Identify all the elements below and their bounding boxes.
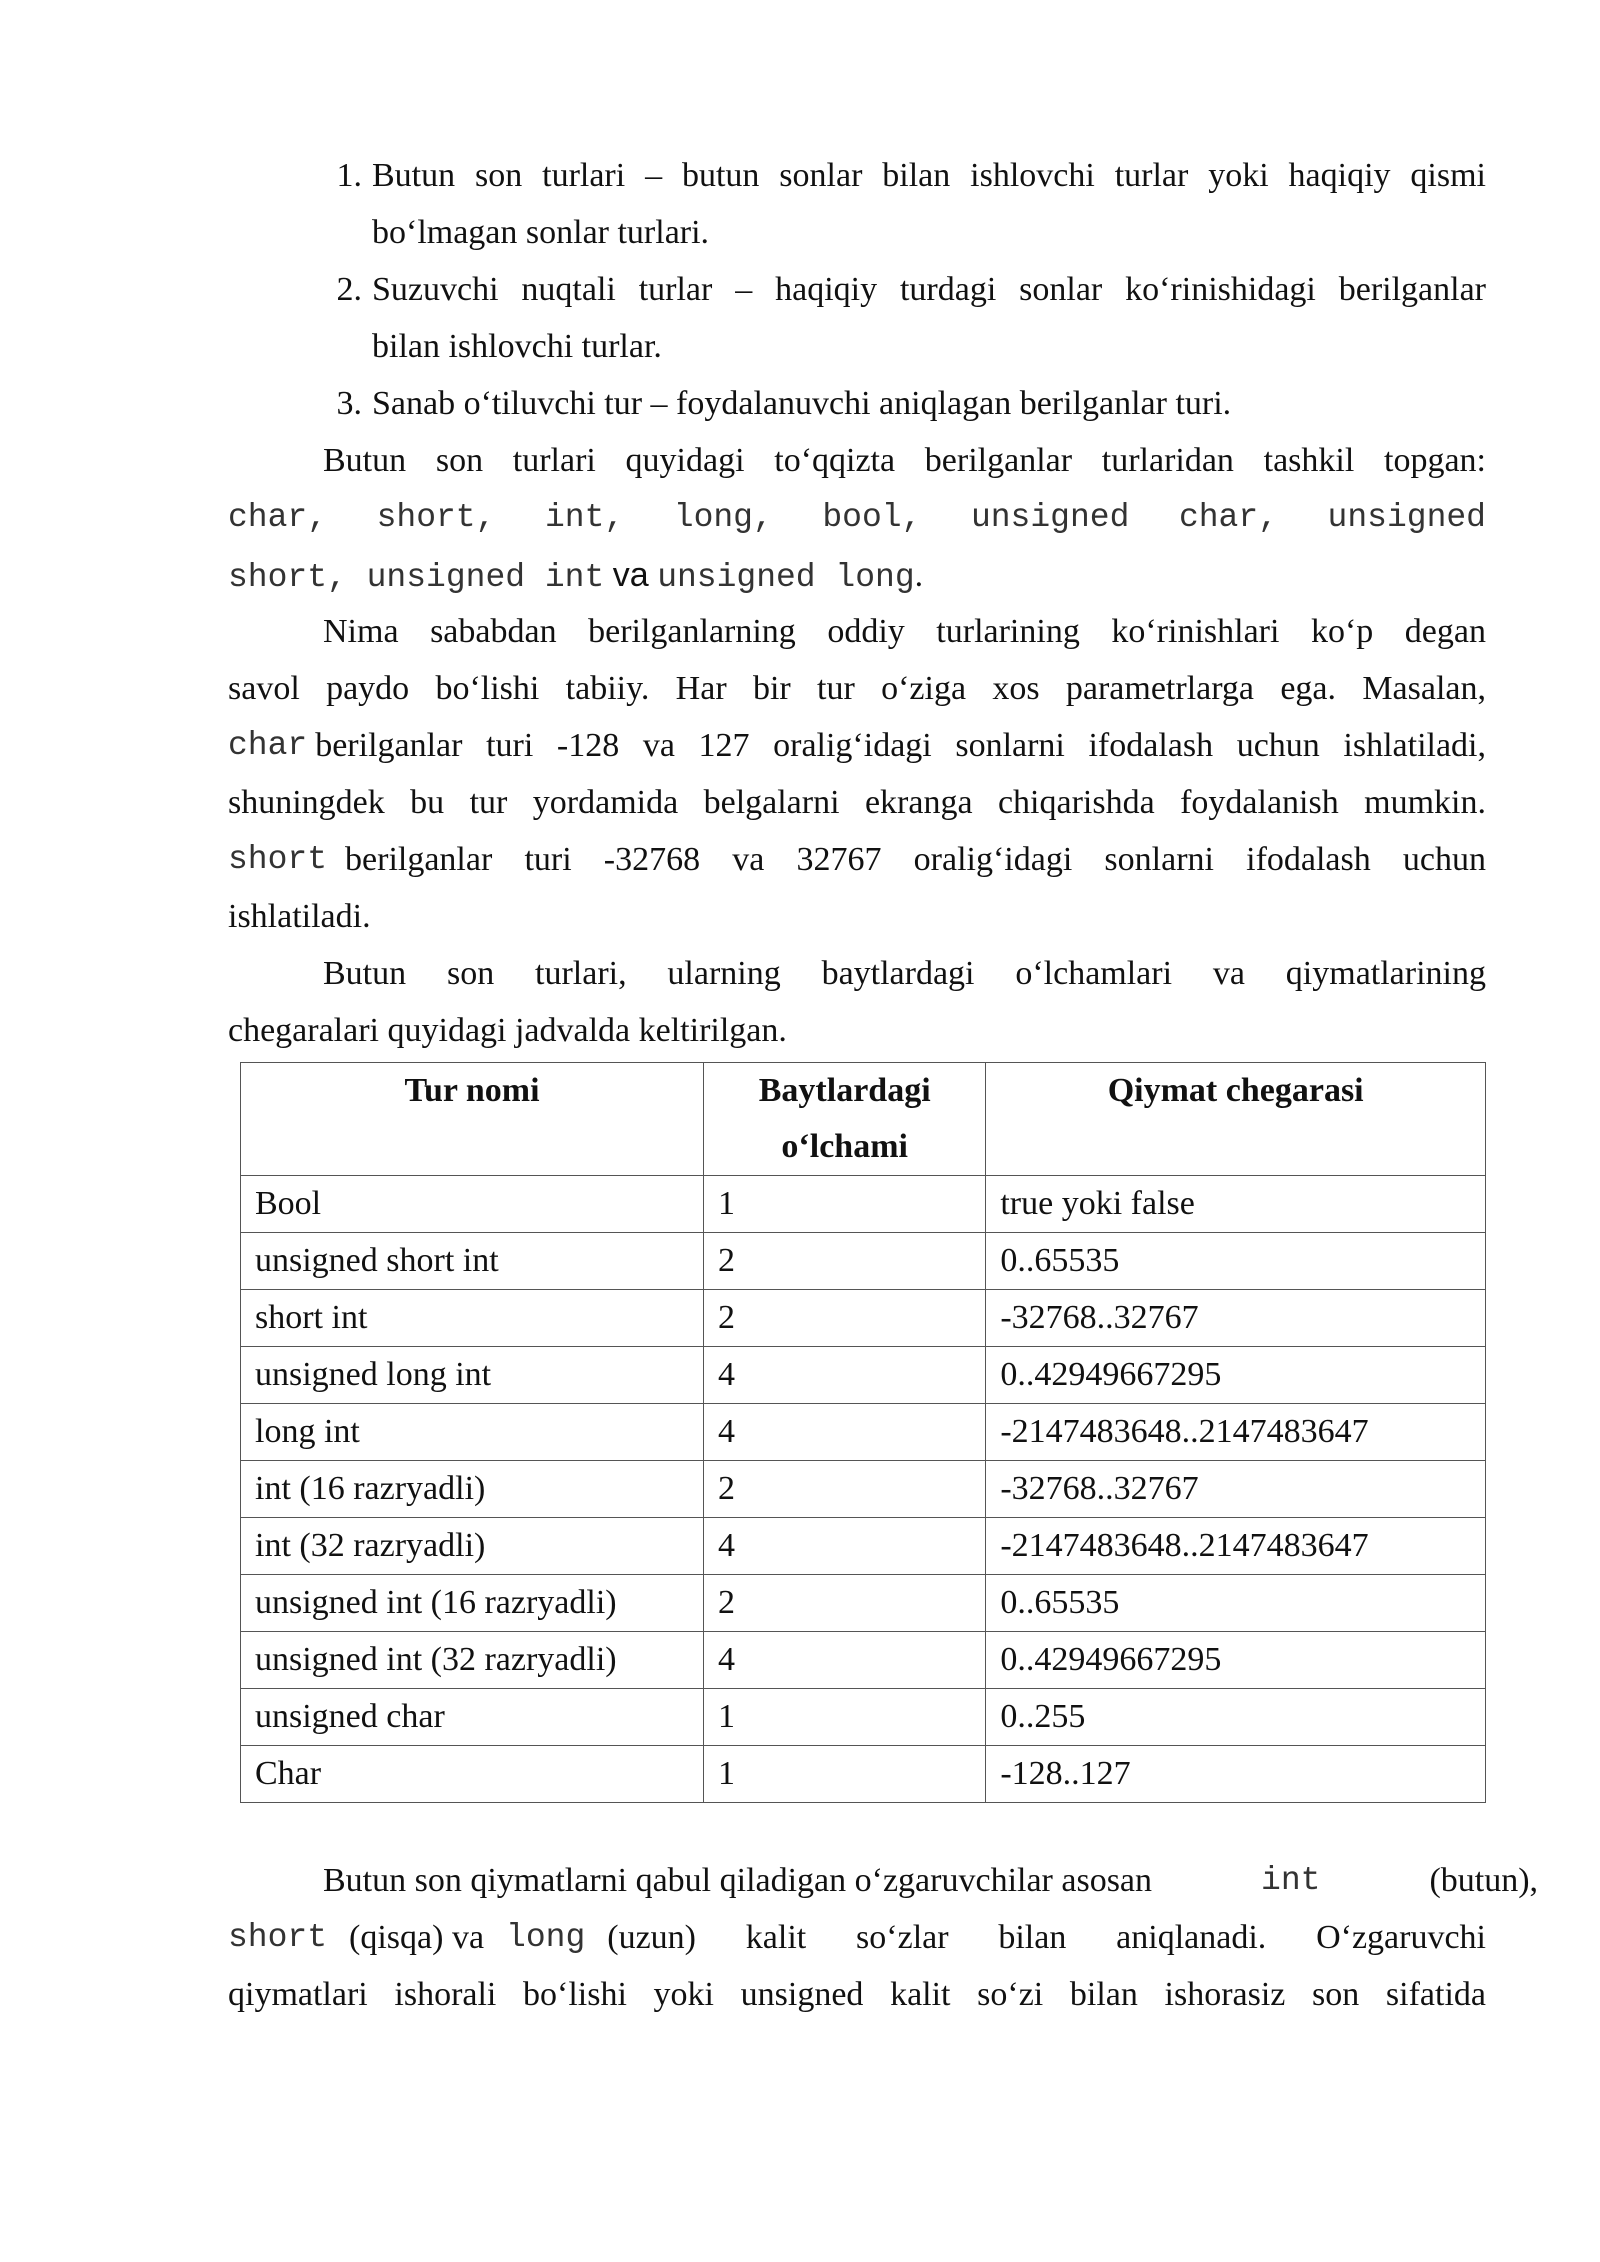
- list-item-text: Suzuvchi nuqtali turlar – haqiqiy turdagi sonlar ko‘rinishidagi berilganlar: [372, 271, 1486, 308]
- value-range-cell: -2147483648..2147483647: [986, 1404, 1486, 1461]
- list-number: 2.: [336, 271, 362, 308]
- code-token: long: [506, 1919, 586, 1956]
- value-range-cell: 0..65535: [986, 1575, 1486, 1632]
- period-text: .: [914, 557, 924, 594]
- table-header-cell: [241, 1063, 704, 1176]
- paragraph-line: [228, 831, 1486, 889]
- byte-size-cell: 2: [704, 1290, 986, 1347]
- code-token: short: [228, 1919, 328, 1956]
- paragraph-line: shuningdek bu tur yordamida belgalarni ekranga chiqarishda foydalanish mumkin.: [228, 784, 1486, 821]
- code-token: int: [1261, 1862, 1321, 1899]
- byte-size-cell: 2: [704, 1575, 986, 1632]
- code-token: short: [228, 841, 328, 878]
- type-name-cell: int (16 razryadli): [241, 1461, 704, 1518]
- integer-types-table: [240, 1062, 1486, 1803]
- paragraph-line: [228, 546, 1486, 604]
- code-token: long,: [673, 499, 773, 536]
- conjunction-text: va: [612, 556, 649, 594]
- paragraph-line: chegaralari quyidagi jadvalda keltirilgan.: [228, 1012, 787, 1049]
- paragraph-line: Butun son turlari, ularning baytlardagi o‘lchamlari va qiymatlarining: [323, 955, 1486, 992]
- code-token: int,: [544, 499, 625, 536]
- byte-size-cell: 4: [704, 1632, 986, 1689]
- type-name-cell: unsigned long int: [241, 1347, 704, 1404]
- type-name-cell: unsigned int (32 razryadli): [241, 1632, 704, 1689]
- byte-size-cell: 1: [704, 1689, 986, 1746]
- table-row: [241, 1176, 1486, 1233]
- value-range-cell: 0..42949667295: [986, 1347, 1486, 1404]
- code-token: unsigned: [1327, 499, 1486, 536]
- byte-size-cell: 4: [704, 1347, 986, 1404]
- type-name-cell: unsigned short int: [241, 1233, 704, 1290]
- table-row: [241, 1518, 1486, 1575]
- table-row: [241, 1575, 1486, 1632]
- type-name-cell: unsigned char: [241, 1689, 704, 1746]
- code-token: unsigned long: [657, 559, 915, 596]
- paragraph-line: [228, 1852, 1539, 1910]
- paragraph-text: berilganlar turi -128 va 127 oralig‘idagi sonlarni ifodalash uchun ishlatiladi,: [315, 727, 1486, 764]
- paragraph-line: ishlatiladi.: [228, 898, 371, 935]
- code-token: char: [228, 727, 308, 764]
- paragraph-text: (qisqa) va: [349, 1919, 485, 1956]
- list-item-text: Sanab o‘tiluvchi tur – foydalanuvchi aniqlagan berilganlar turi.: [372, 385, 1232, 422]
- paragraph-line: Butun son turlari quyidagi to‘qqizta berilganlar turlaridan tashkil topgan:: [323, 442, 1486, 479]
- type-name-cell: Bool: [241, 1176, 704, 1233]
- table-row: [241, 1347, 1486, 1404]
- code-token: short, unsigned int: [228, 559, 605, 596]
- value-range-cell: -32768..32767: [986, 1290, 1486, 1347]
- paragraph-line: [228, 1909, 1486, 1967]
- table-row: [241, 1233, 1486, 1290]
- byte-size-cell: 2: [704, 1233, 986, 1290]
- paragraph-line: Nima sababdan berilganlarning oddiy turlarining ko‘rinishlari ko‘p degan: [323, 613, 1486, 650]
- byte-size-cell: 1: [704, 1176, 986, 1233]
- byte-size-cell: 2: [704, 1461, 986, 1518]
- code-token: char,: [1178, 499, 1278, 536]
- value-range-cell: -128..127: [986, 1746, 1486, 1803]
- header-text: Baytlardagi: [758, 1072, 931, 1109]
- list-number: 1.: [336, 157, 362, 194]
- header-text: o‘lchami: [781, 1128, 908, 1165]
- table-header-row: [241, 1063, 1486, 1176]
- table-row: [241, 1290, 1486, 1347]
- list-item-text: bo‘lmagan sonlar turlari.: [372, 214, 710, 251]
- list-item-text: bilan ishlovchi turlar.: [372, 328, 662, 365]
- value-range-cell: -32768..32767: [986, 1461, 1486, 1518]
- table-row: [241, 1746, 1486, 1803]
- byte-size-cell: 4: [704, 1404, 986, 1461]
- table-row: [241, 1461, 1486, 1518]
- code-token: bool,: [822, 499, 922, 536]
- list-item-text: Butun son turlari – butun sonlar bilan ishlovchi turlar yoki haqiqiy qismi: [372, 157, 1486, 194]
- table-row: [241, 1689, 1486, 1746]
- table-header-cell: [704, 1063, 986, 1176]
- value-range-cell: 0..255: [986, 1689, 1486, 1746]
- code-token: char,: [228, 499, 328, 536]
- paragraph-text: (uzun) kalit so‘zlar bilan aniqlanadi. O‘zgaruvchi: [607, 1919, 1486, 1956]
- paragraph-text: Butun son qiymatlarni qabul qiladigan o‘zgaruvchilar asosan: [323, 1862, 1153, 1899]
- type-name-cell: long int: [241, 1404, 704, 1461]
- paragraph-line: qiymatlari ishorali bo‘lishi yoki unsigned kalit so‘zi bilan ishorasiz son sifatida: [228, 1976, 1486, 2013]
- table-row: [241, 1404, 1486, 1461]
- paragraph-text: (butun),: [1429, 1862, 1539, 1899]
- table-body: [241, 1176, 1486, 1803]
- code-token: unsigned: [970, 499, 1130, 536]
- paragraph-line: [228, 717, 1486, 775]
- list-number: 3.: [336, 385, 362, 422]
- header-text: Tur nomi: [404, 1072, 540, 1109]
- table-row: [241, 1632, 1486, 1689]
- code-list-line: [228, 489, 1486, 547]
- header-text: Qiymat chegarasi: [1107, 1072, 1364, 1109]
- paragraph-line: savol paydo bo‘lishi tabiiy. Har bir tur o‘ziga xos parametrlarga ega. Masalan,: [228, 670, 1486, 707]
- value-range-cell: 0..42949667295: [986, 1632, 1486, 1689]
- type-name-cell: Char: [241, 1746, 704, 1803]
- byte-size-cell: 1: [704, 1746, 986, 1803]
- value-range-cell: -2147483648..2147483647: [986, 1518, 1486, 1575]
- value-range-cell: 0..65535: [986, 1233, 1486, 1290]
- code-token: short,: [376, 499, 496, 536]
- type-name-cell: short int: [241, 1290, 704, 1347]
- byte-size-cell: 4: [704, 1518, 986, 1575]
- paragraph-text: berilganlar turi -32768 va 32767 oralig‘idagi sonlarni ifodalash uchun: [345, 841, 1486, 878]
- table-header-cell: [986, 1063, 1486, 1176]
- type-name-cell: int (32 razryadli): [241, 1518, 704, 1575]
- value-range-cell: true yoki false: [986, 1176, 1486, 1233]
- type-name-cell: unsigned int (16 razryadli): [241, 1575, 704, 1632]
